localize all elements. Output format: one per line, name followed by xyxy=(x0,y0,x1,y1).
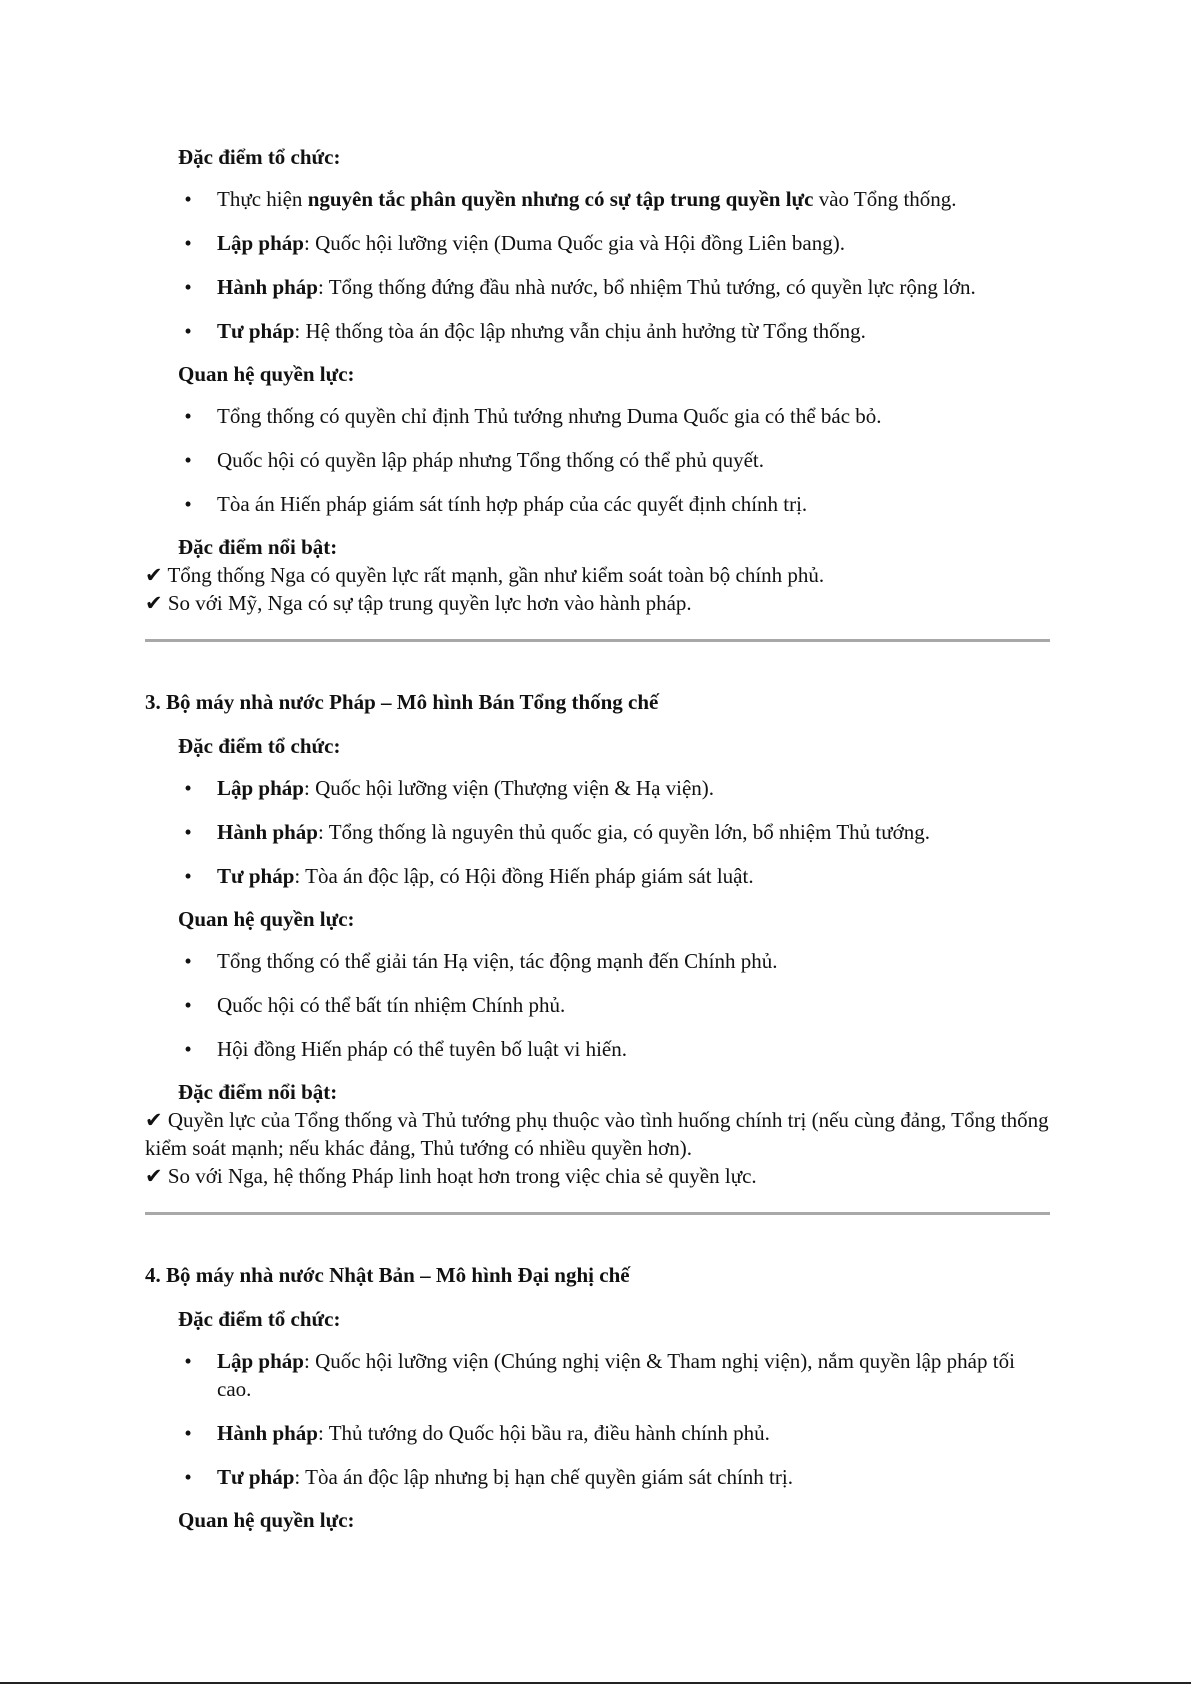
list-item: • Quốc hội có thể bất tín nhiệm Chính phủ. xyxy=(145,991,1050,1019)
feature-heading: Đặc điểm nổi bật: xyxy=(178,1080,338,1104)
bullet-icon: • xyxy=(184,820,192,844)
section-divider xyxy=(145,639,1050,642)
list-item: • Lập pháp: Quốc hội lưỡng viện (Chúng nghị viện & Tham nghị viện), nắm quyền lập pháp tối cao. xyxy=(145,1347,1050,1403)
org-list xyxy=(145,185,1050,345)
feature-line: ✔ So với Nga, hệ thống Pháp linh hoạt hơn trong việc chia sẻ quyền lực. xyxy=(145,1164,757,1188)
list-item: • Lập pháp: Quốc hội lưỡng viện (Thượng viện & Hạ viện). xyxy=(145,774,1050,802)
relation-list xyxy=(145,402,1050,518)
bullet-icon: • xyxy=(184,319,192,343)
list-item: • Hành pháp: Thủ tướng do Quốc hội bầu ra, điều hành chính phủ. xyxy=(145,1419,1050,1447)
relation-heading: Quan hệ quyền lực: xyxy=(178,362,355,386)
org-heading: Đặc điểm tổ chức: xyxy=(178,145,341,169)
list-item: • Lập pháp: Quốc hội lưỡng viện (Duma Quốc gia và Hội đồng Liên bang). xyxy=(145,229,1050,257)
bullet-icon: • xyxy=(184,448,192,472)
list-item: • Tư pháp: Hệ thống tòa án độc lập nhưng vẫn chịu ảnh hưởng từ Tổng thống. xyxy=(145,317,1050,345)
feature-heading: Đặc điểm nổi bật: xyxy=(178,535,338,559)
list-item: • Tòa án Hiến pháp giám sát tính hợp pháp của các quyết định chính trị. xyxy=(145,490,1050,518)
org-heading: Đặc điểm tổ chức: xyxy=(178,1307,341,1331)
bullet-icon: • xyxy=(184,1465,192,1489)
bullet-icon: • xyxy=(184,275,192,299)
bullet-icon: • xyxy=(184,404,192,428)
list-item: • Tư pháp: Tòa án độc lập nhưng bị hạn chế quyền giám sát chính trị. xyxy=(145,1463,1050,1491)
page-bottom-edge xyxy=(0,1682,1191,1684)
section-title-japan: 4. Bộ máy nhà nước Nhật Bản – Mô hình Đại nghị chế xyxy=(145,1263,630,1287)
list-item: • Quốc hội có quyền lập pháp nhưng Tổng thống có thể phủ quyết. xyxy=(145,446,1050,474)
org-heading: Đặc điểm tổ chức: xyxy=(178,734,341,758)
list-item: • Hành pháp: Tổng thống đứng đầu nhà nước, bổ nhiệm Thủ tướng, có quyền lực rộng lớn. xyxy=(145,273,1050,301)
feature-line: ✔ Quyền lực của Tổng thống và Thủ tướng phụ thuộc vào tình huống chính trị (nếu cùng đảng, Tổng thống kiểm soát mạnh; nếu khác đảng, Thủ tướng có nhiều quyền hơn). xyxy=(145,1108,1049,1160)
bullet-icon: • xyxy=(184,492,192,516)
relation-heading: Quan hệ quyền lực: xyxy=(178,907,355,931)
feature-line: ✔ Tổng thống Nga có quyền lực rất mạnh, gần như kiểm soát toàn bộ chính phủ. xyxy=(145,563,825,587)
bullet-icon: • xyxy=(184,1037,192,1061)
feature-line: ✔ So với Mỹ, Nga có sự tập trung quyền lực hơn vào hành pháp. xyxy=(145,591,692,615)
bullet-icon: • xyxy=(184,993,192,1017)
list-item: • Hành pháp: Tổng thống là nguyên thủ quốc gia, có quyền lớn, bổ nhiệm Thủ tướng. xyxy=(145,818,1050,846)
org-list xyxy=(145,774,1050,890)
list-item: • Hội đồng Hiến pháp có thể tuyên bố luật vi hiến. xyxy=(145,1035,1050,1063)
section-divider xyxy=(145,1212,1050,1215)
relation-heading: Quan hệ quyền lực: xyxy=(178,1508,355,1532)
bullet-icon: • xyxy=(184,231,192,255)
page-content xyxy=(145,143,1050,1534)
relation-list xyxy=(145,947,1050,1063)
list-item: • Thực hiện nguyên tắc phân quyền nhưng có sự tập trung quyền lực vào Tổng thống. xyxy=(145,185,1050,213)
list-item: • Tư pháp: Tòa án độc lập, có Hội đồng Hiến pháp giám sát luật. xyxy=(145,862,1050,890)
section-title-france: 3. Bộ máy nhà nước Pháp – Mô hình Bán Tổng thống chế xyxy=(145,690,659,714)
list-item: • Tổng thống có quyền chỉ định Thủ tướng nhưng Duma Quốc gia có thể bác bỏ. xyxy=(145,402,1050,430)
bullet-icon: • xyxy=(184,949,192,973)
bullet-icon: • xyxy=(184,776,192,800)
list-item: • Tổng thống có thể giải tán Hạ viện, tác động mạnh đến Chính phủ. xyxy=(145,947,1050,975)
bullet-icon: • xyxy=(184,1349,192,1373)
org-list xyxy=(145,1347,1050,1491)
bullet-icon: • xyxy=(184,864,192,888)
bullet-icon: • xyxy=(184,187,192,211)
bullet-icon: • xyxy=(184,1421,192,1445)
